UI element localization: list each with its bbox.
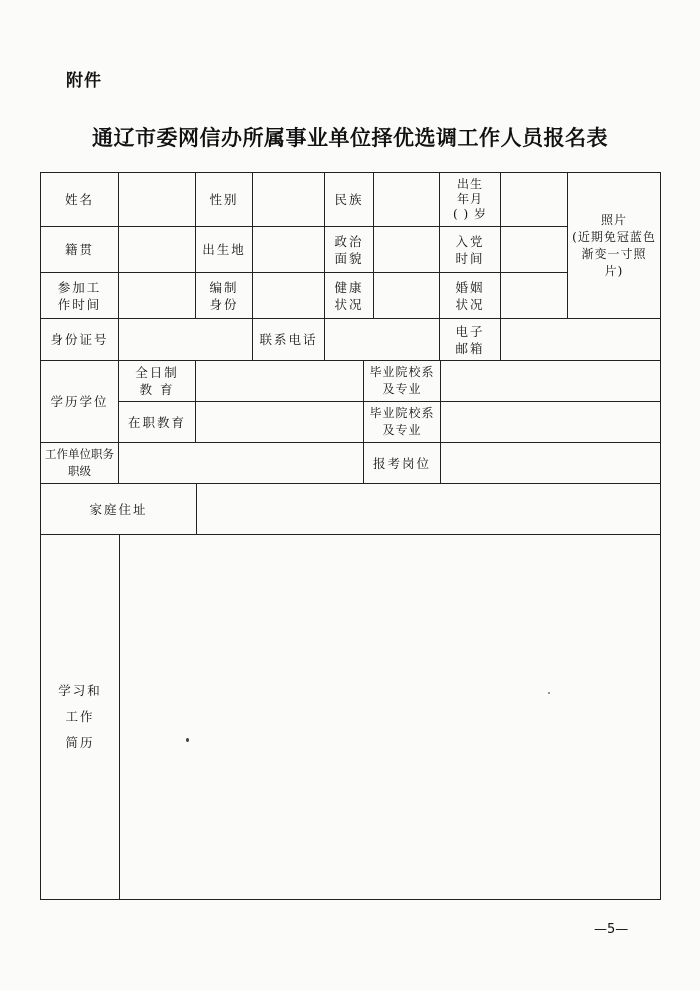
label-birthplace: 出生地 [195,226,253,273]
field-school-major-1[interactable] [440,360,661,402]
label-native-place: 籍贯 [40,226,119,273]
label-ethnicity: 民族 [324,172,374,227]
field-home-address[interactable] [196,483,661,535]
field-applied-post[interactable] [440,442,661,484]
field-health[interactable] [373,272,440,319]
field-birthplace[interactable] [252,226,325,273]
label-inservice-edu: 在职教育 [118,401,196,443]
field-resume[interactable] [119,534,661,900]
label-gender: 性别 [195,172,253,227]
field-employer-position[interactable] [118,442,364,484]
photo-box[interactable]: 照片 (近期免冠蓝色 渐变一寸照 片) [567,172,661,319]
field-fulltime-edu[interactable] [195,360,364,402]
field-school-major-2[interactable] [440,401,661,443]
form-title: 通辽市委网信办所属事业单位择优选调工作人员报名表 [92,125,608,150]
scan-speck [548,692,550,694]
label-resume: 学习和 工作 简历 [40,534,120,900]
field-staffing-status[interactable] [252,272,325,319]
label-political-status: 政治 面貌 [324,226,374,273]
page-number: —5— [594,922,629,937]
field-phone[interactable] [324,318,440,361]
label-fulltime-edu: 全日制 教 育 [118,360,196,402]
label-work-start-date: 参加工 作时间 [40,272,119,319]
label-marital: 婚姻 状况 [439,272,501,319]
label-birth: 出生 年月 ( ) 岁 [439,172,501,227]
label-applied-post: 报考岗位 [363,442,441,484]
field-name[interactable] [118,172,196,227]
field-work-start-date[interactable] [118,272,196,319]
scan-speck [186,738,189,742]
label-health: 健康 状况 [324,272,374,319]
field-political-status[interactable] [373,226,440,273]
label-staffing-status: 编制 身份 [195,272,253,319]
label-education-degree: 学历学位 [40,360,119,443]
field-birth[interactable] [500,172,568,227]
field-ethnicity[interactable] [373,172,440,227]
label-school-major-2: 毕业院校系 及专业 [363,401,441,443]
field-gender[interactable] [252,172,325,227]
attachment-label: 附件 [66,71,102,91]
field-email[interactable] [500,318,661,361]
label-school-major-1: 毕业院校系 及专业 [363,360,441,402]
field-id-number[interactable] [118,318,253,361]
field-marital[interactable] [500,272,568,319]
label-name: 姓名 [40,172,119,227]
field-inservice-edu[interactable] [195,401,364,443]
label-phone: 联系电话 [252,318,325,361]
label-party-join-date: 入党 时间 [439,226,501,273]
label-employer-position: 工作单位职务 职级 [40,442,119,484]
label-id-number: 身份证号 [40,318,119,361]
label-home-address: 家庭住址 [40,483,197,535]
label-email: 电子 邮箱 [439,318,501,361]
field-party-join-date[interactable] [500,226,568,273]
field-native-place[interactable] [118,226,196,273]
